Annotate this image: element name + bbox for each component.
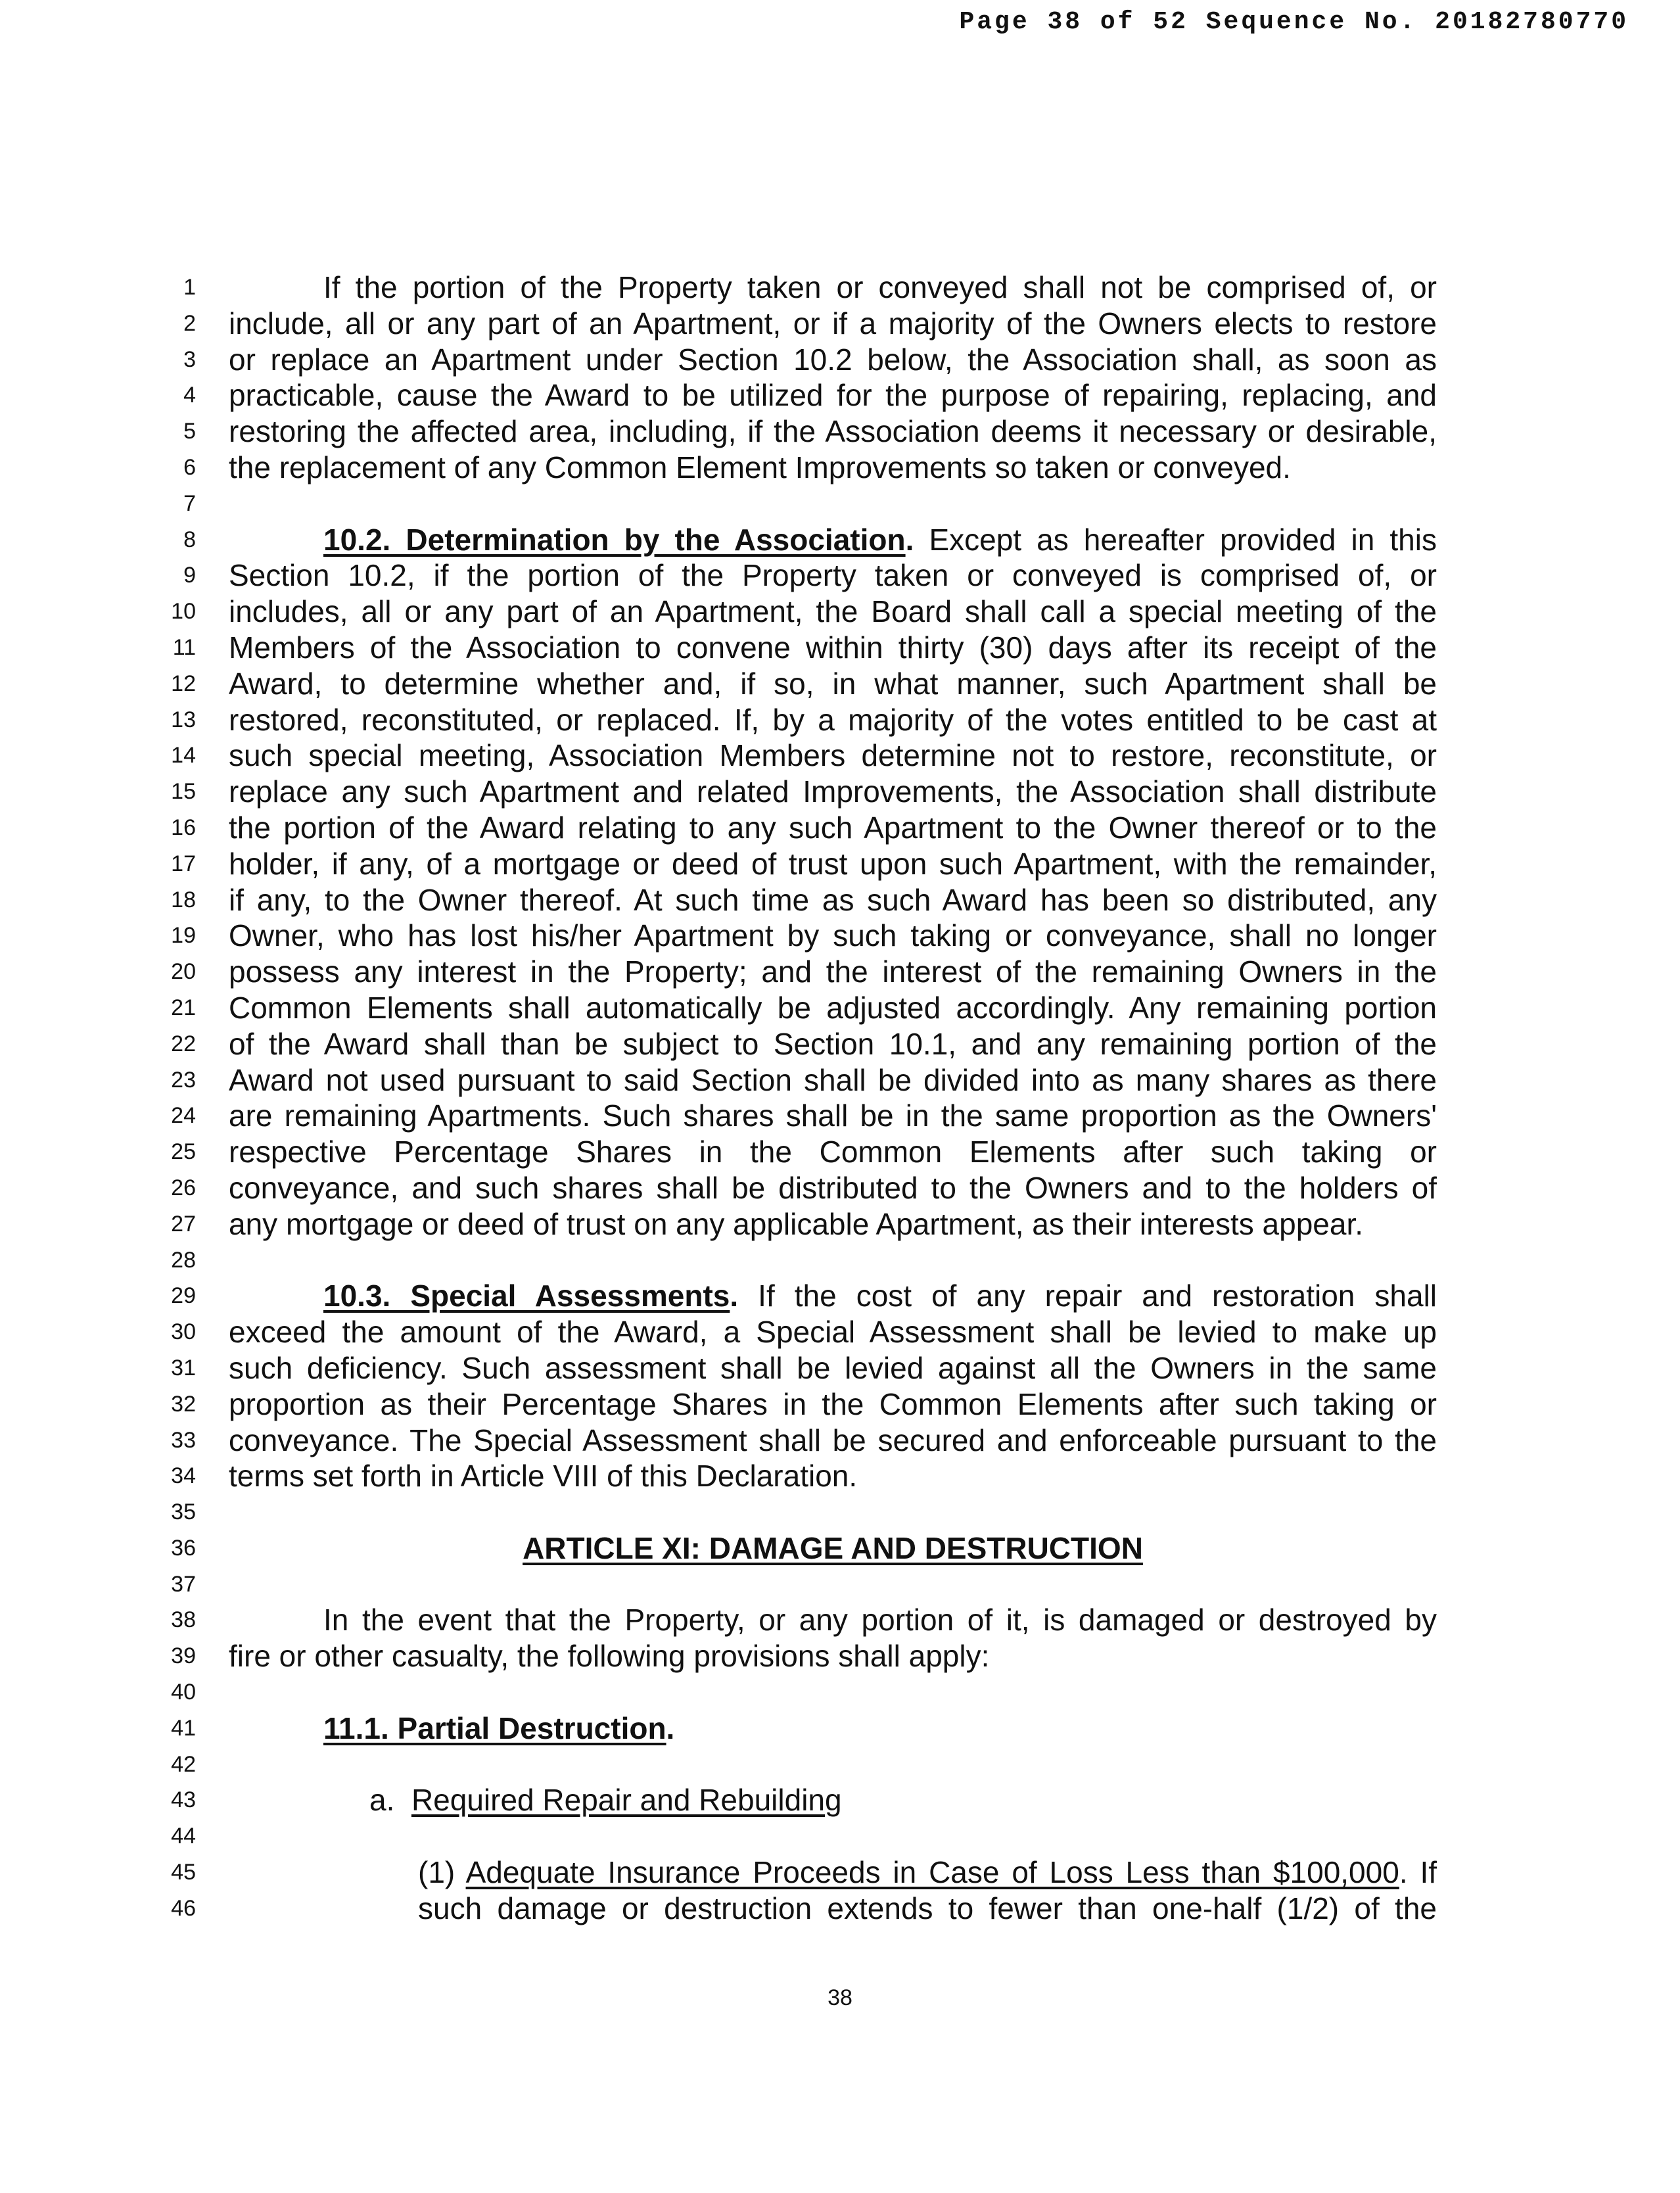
text-line: any mortgage or deed of trust on any applicable Apartment, as their interests appear. <box>229 1206 1364 1241</box>
line-number: 13 <box>171 707 196 732</box>
line-number: 41 <box>171 1715 196 1741</box>
line-number: 36 <box>171 1535 196 1561</box>
section-10-2-heading: 10.2. Determination by the Association <box>323 522 906 557</box>
line-number: 8 <box>183 527 196 552</box>
text-line: or replace an Apartment under Section 10.2 below, the Association shall, as soon as <box>229 342 1437 377</box>
line-number: 29 <box>171 1283 196 1309</box>
line-number: 4 <box>183 383 196 408</box>
text-line: fire or other casualty, the following provisions shall apply: <box>229 1639 990 1674</box>
line-number: 17 <box>171 851 196 876</box>
text-line: of the Award shall than be subject to Section 10.1, and any remaining portion of the <box>229 1026 1437 1061</box>
blank-line <box>229 486 1437 522</box>
line-number: 28 <box>171 1247 196 1273</box>
line-number: 25 <box>171 1139 196 1165</box>
line-number: 39 <box>171 1643 196 1669</box>
text-span: If <box>1420 1855 1437 1890</box>
line-number: 22 <box>171 1031 196 1056</box>
text-line: terms set forth in Article VIII of this Declaration. <box>229 1459 858 1494</box>
section-11-1-line: 11.1. Partial Destruction. <box>323 1710 675 1745</box>
text-line: the replacement of any Common Element Improvements so taken or conveyed. <box>229 450 1291 484</box>
line-number: 21 <box>171 995 196 1020</box>
text-span: If the cost of any repair and restoration shall <box>758 1279 1437 1313</box>
line-number: 15 <box>171 779 196 805</box>
text-line: include, all or any part of an Apartment, or if a majority of the Owners elects to restore <box>229 306 1437 341</box>
text-line: Award, to determine whether and, if so, in what manner, such Apartment shall be <box>229 666 1437 701</box>
line-number: 42 <box>171 1751 196 1777</box>
line-number: 33 <box>171 1427 196 1453</box>
text-line: conveyance, and such shares shall be distributed to the Owners and to the holders of <box>229 1170 1437 1205</box>
text-line: such deficiency. Such assessment shall be levied against all the Owners in the same <box>229 1350 1437 1385</box>
item-1-label: (1) <box>418 1855 455 1890</box>
text-line: possess any interest in the Property; and the interest of the remaining Owners in the <box>229 955 1437 989</box>
line-number: 7 <box>183 490 196 516</box>
text-line: Members of the Association to convene within thirty (30) days after its receipt of the <box>229 630 1437 665</box>
line-number: 43 <box>171 1787 196 1813</box>
subsection-a-line <box>229 1782 1437 1818</box>
blank-line <box>229 1567 1437 1603</box>
blank-line <box>229 1242 1437 1279</box>
line-number: 24 <box>171 1103 196 1129</box>
line-number: 16 <box>171 814 196 840</box>
section-11-1-heading: 11.1. Partial Destruction <box>323 1710 666 1745</box>
line-number: 10 <box>171 599 196 625</box>
page-sequence-header: Page 38 of 52 Sequence No. 20182780770 <box>959 8 1629 36</box>
text-line: Common Elements shall automatically be adjusted accordingly. Any remaining portion <box>229 990 1437 1025</box>
line-number: 32 <box>171 1391 196 1417</box>
line-number: 23 <box>171 1067 196 1093</box>
text-line: Owner, who has lost his/her Apartment by such taking or conveyance, shall no longer <box>229 918 1437 953</box>
line-number: 27 <box>171 1211 196 1237</box>
article-11-title: ARTICLE XI: DAMAGE AND DESTRUCTION <box>523 1530 1143 1565</box>
text-line: In the event that the Property, or any portion of it, is damaged or destroyed by <box>323 1603 1437 1638</box>
text-line: respective Percentage Shares in the Common Elements after such taking or <box>229 1135 1437 1169</box>
section-10-2-heading-line: 10.2. Determination by the Association. Except as hereafter provided in this <box>323 522 1437 557</box>
text-line: holder, if any, of a mortgage or deed of trust upon such Apartment, with the remainder, <box>229 846 1437 881</box>
line-number: 14 <box>171 743 196 768</box>
line-number: 20 <box>171 959 196 985</box>
line-number: 1 <box>183 275 196 300</box>
text-line: if any, to the Owner thereof. At such time as such Award has been so distributed, any <box>229 882 1437 917</box>
line-number: 30 <box>171 1319 196 1345</box>
line-number: 11 <box>172 634 196 660</box>
line-number: 38 <box>171 1607 196 1633</box>
line-number: 26 <box>171 1175 196 1200</box>
text-line: Award not used pursuant to said Section shall be divided into as many shares as there <box>229 1062 1437 1097</box>
line-number: 40 <box>171 1680 196 1705</box>
blank-line <box>229 1674 1437 1710</box>
document-body <box>229 270 1437 1927</box>
text-line: replace any such Apartment and related Improvements, the Association shall distribute <box>229 774 1437 809</box>
page-number: 38 <box>828 1985 852 2010</box>
text-line: exceed the amount of the Award, a Special Assessment shall be levied to make up <box>229 1315 1437 1350</box>
text-line: practicable, cause the Award to be utilized for the purpose of repairing, replacing, and <box>229 378 1437 413</box>
text-line: includes, all or any part of an Apartment, the Board shall call a special meeting of the <box>229 594 1437 629</box>
line-number: 18 <box>171 887 196 912</box>
line-number: 31 <box>171 1355 196 1380</box>
blank-line <box>229 1494 1437 1530</box>
line-number-column <box>150 270 196 1927</box>
item-1-line: (1) Adequate Insurance Proceeds in Case of Loss Less than $100,000. If <box>418 1855 1437 1890</box>
article-11-title-line <box>229 1530 1437 1567</box>
line-number: 37 <box>171 1571 196 1597</box>
line-number: 5 <box>183 419 196 444</box>
line-number: 6 <box>183 454 196 480</box>
section-10-3-heading-line: 10.3. Special Assessments. If the cost of any repair and restoration shall <box>323 1279 1437 1313</box>
text-line: such damage or destruction extends to fewer than one-half (1/2) of the <box>418 1891 1437 1925</box>
line-number: 2 <box>183 310 196 336</box>
text-line: restored, reconstituted, or replaced. If, by a majority of the votes entitled to be cast at <box>229 702 1437 737</box>
line-number: 12 <box>171 671 196 696</box>
text-span: Except as hereafter provided in this <box>929 522 1437 557</box>
line-number: 34 <box>171 1463 196 1489</box>
subsection-a-label: a. <box>369 1783 395 1818</box>
text-line: such special meeting, Association Members determine not to restore, reconstitute, or <box>229 738 1437 773</box>
text-line: conveyance. The Special Assessment shall be secured and enforceable pursuant to the <box>229 1423 1437 1457</box>
item-1-title: Adequate Insurance Proceeds in Case of Loss Less than $100,000 <box>465 1855 1399 1890</box>
line-number: 46 <box>171 1895 196 1921</box>
text-line: If the portion of the Property taken or conveyed shall not be comprised of, or <box>323 270 1437 304</box>
line-number: 19 <box>171 923 196 949</box>
section-10-3-heading: 10.3. Special Assessments <box>323 1279 730 1313</box>
line-number: 45 <box>171 1860 196 1885</box>
line-number: 44 <box>171 1824 196 1849</box>
text-line: are remaining Apartments. Such shares shall be in the same proportion as the Owners' <box>229 1098 1437 1133</box>
subsection-a-title: Required Repair and Rebuilding <box>411 1783 842 1818</box>
line-number: 3 <box>183 346 196 372</box>
text-line: the portion of the Award relating to any such Apartment to the Owner thereof or to the <box>229 810 1437 845</box>
text-line: Section 10.2, if the portion of the Property taken or conveyed is comprised of, or <box>229 558 1437 593</box>
line-number: 9 <box>183 563 196 588</box>
line-number: 35 <box>171 1499 196 1525</box>
blank-line <box>229 1818 1437 1854</box>
text-line: restoring the affected area, including, if the Association deems it necessary or desirable, <box>229 414 1437 449</box>
text-line: proportion as their Percentage Shares in the Common Elements after such taking or <box>229 1386 1437 1421</box>
blank-line <box>229 1747 1437 1783</box>
